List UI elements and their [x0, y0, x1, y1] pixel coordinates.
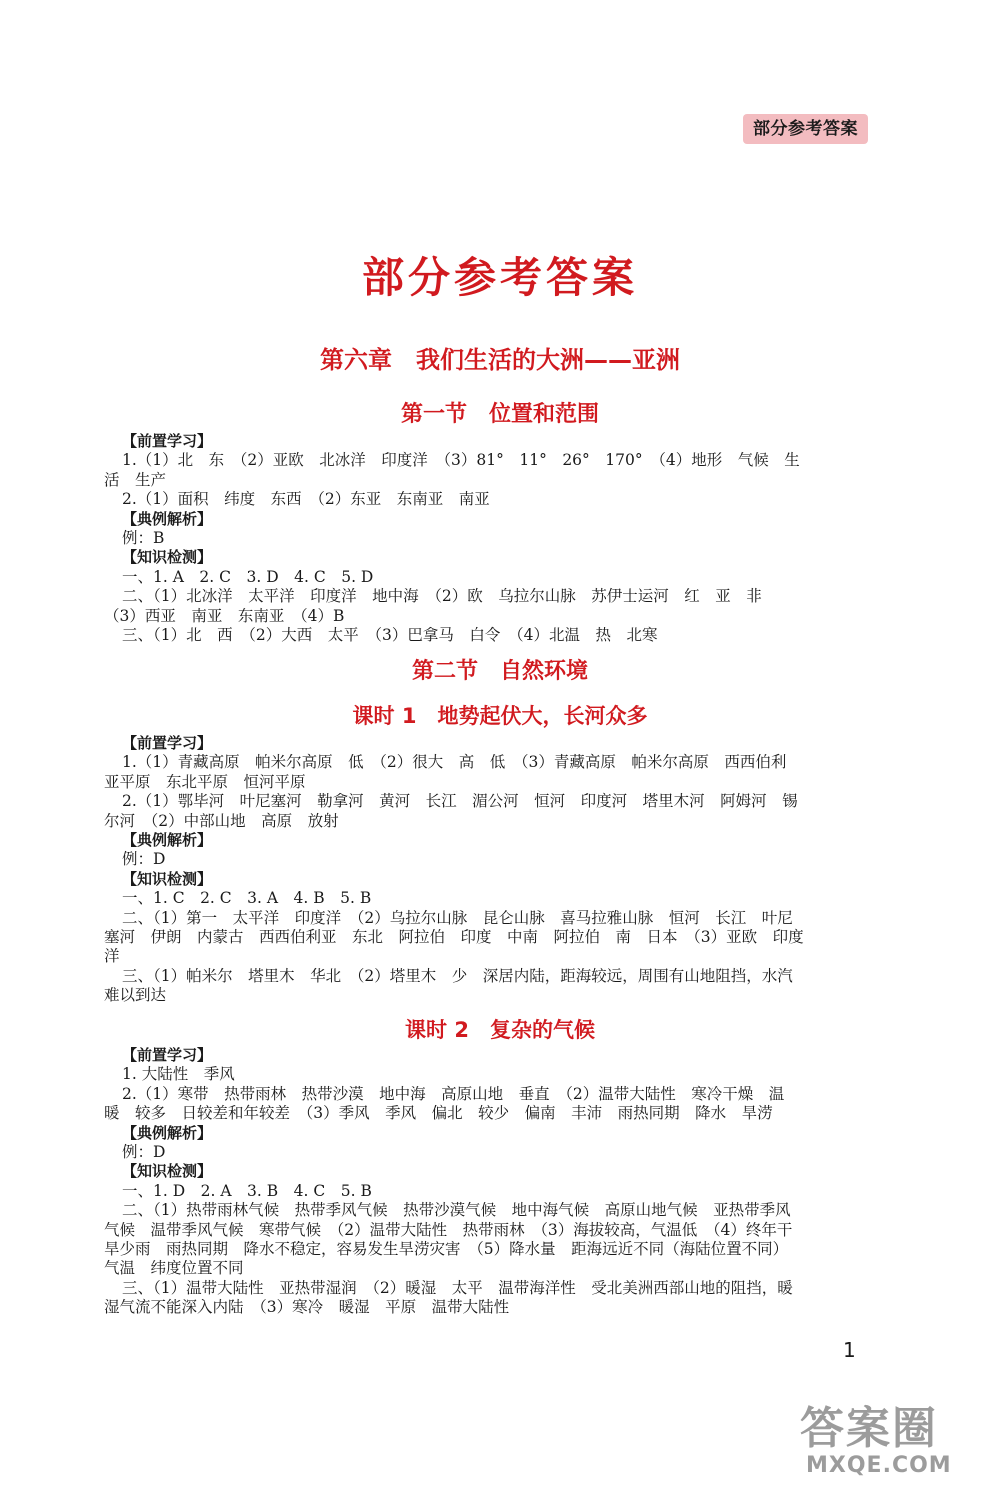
answer-line: 三、（1）温带大陆性 亚热带湿润 （2）暖湿 太平 温带海洋性 受北美洲西部山地的阻挡，暖 — [122, 1278, 793, 1297]
answer-line: 难以到达 — [104, 986, 167, 1005]
section-label: 【知识检测】 — [122, 548, 213, 567]
section-1-heading: 第一节 位置和范围 — [400, 402, 599, 427]
section-label: 【知识检测】 — [122, 869, 213, 888]
answer-line: 活 生产 — [104, 470, 167, 489]
page-title: 部分参考答案 — [361, 253, 638, 302]
answer-line: 二、（1）北冰洋 太平洋 印度洋 地中海 （2）欧 乌拉尔山脉 苏伊士运河 红 亚 非 — [122, 587, 762, 606]
lesson-2-heading: 课时 2 复杂的气候 — [405, 1018, 595, 1042]
answer-line: 二、（1）第一 太平洋 印度洋 （2）乌拉尔山脉 昆仑山脉 喜马拉雅山脉 恒河 长江 叶尼 — [122, 908, 793, 927]
answer-line: 一、1. A 2. C 3. D 4. C 5. D — [122, 567, 374, 586]
answer-line: 例：D — [122, 1143, 166, 1162]
watermark-text: 答案圈 — [800, 1403, 938, 1454]
answer-line: 2.（1）面积 纬度 东西 （2）东亚 东南亚 南亚 — [122, 490, 490, 509]
section-2-heading: 第二节 自然环境 — [411, 659, 588, 684]
section-label: 【典例解析】 — [122, 831, 213, 850]
answer-line: 1. 大陆性 季风 — [122, 1065, 235, 1084]
page-number: 1 — [843, 1338, 856, 1362]
section-1-body — [104, 432, 874, 645]
answer-line: 暖 较多 日较差和年较差 （3）季风 季风 偏北 较少 偏南 丰沛 雨热同期 降水 旱涝 — [104, 1104, 773, 1123]
answer-line: 二、（1）热带雨林气候 热带季风气候 热带沙漠气候 地中海气候 高原山地气候 亚热带季风 — [122, 1201, 791, 1220]
lesson-1-body — [104, 734, 874, 1006]
answer-line: 1.（1）青藏高原 帕米尔高原 低 （2）很大 高 低 （3）青藏高原 帕米尔高原 西西伯利 — [122, 753, 787, 772]
answer-line: 2.（1）寒带 热带雨林 热带沙漠 地中海 高原山地 垂直 （2）温带大陆性 寒冷干燥 温 — [122, 1084, 785, 1103]
answer-line: 一、1. C 2. C 3. A 4. B 5. B — [122, 889, 372, 908]
answer-line: 旱少雨 雨热同期 降水不稳定，容易发生旱涝灾害 （5）降水量 距海远近不同（海陆位置不同） — [104, 1240, 789, 1259]
chapter-heading: 第六章 我们生活的大洲——亚洲 — [320, 346, 680, 374]
lesson-2-body — [104, 1046, 874, 1318]
answer-line: 例：B — [122, 529, 165, 548]
section-label: 【前置学习】 — [122, 432, 213, 450]
answer-line: 气候 温带季风气候 寒带气候 （2）温带大陆性 热带雨林 （3）海拔较高，气温低 （4）终年干 — [104, 1220, 793, 1239]
answer-line: （3）西亚 南亚 东南亚 （4）B — [104, 606, 345, 625]
section-label: 【知识检测】 — [122, 1162, 213, 1181]
answer-line: 三、（1）帕米尔 塔里木 华北 （2）塔里木 少 深居内陆，距海较远，周围有山地阻挡，水汽 — [122, 966, 793, 985]
header-tab: 部分参考答案 — [743, 114, 868, 144]
watermark-logo — [800, 1405, 990, 1487]
answer-line: 三、（1）北 西 （2）大西 太平 （3）巴拿马 白令 （4）北温 热 北寒 — [122, 626, 658, 645]
answer-line: 亚平原 东北平原 恒河平原 — [104, 772, 306, 791]
lesson-1-heading: 课时 1 地势起伏大，长河众多 — [352, 704, 648, 728]
answer-line: 洋 — [104, 947, 120, 966]
answer-line: 1.（1）北 东 （2）亚欧 北冰洋 印度洋 （3）81° 11° 26° 170° （4）地形 气候 生 — [122, 451, 800, 470]
section-label: 【前置学习】 — [122, 734, 213, 752]
section-label: 【典例解析】 — [122, 1123, 213, 1142]
answer-line: 气温 纬度位置不同 — [104, 1259, 244, 1278]
section-label: 【前置学习】 — [122, 1046, 213, 1064]
answer-line: 例：D — [122, 850, 166, 869]
answer-line: 一、1. D 2. A 3. B 4. C 5. B — [122, 1181, 372, 1200]
answer-line: 塞河 伊朗 内蒙古 西西伯利亚 东北 阿拉伯 印度 中南 阿拉伯 南 日本 （3）亚欧 印度 — [104, 928, 804, 947]
section-label: 【典例解析】 — [122, 509, 213, 528]
answer-line: 2.（1）鄂毕河 叶尼塞河 勒拿河 黄河 长江 湄公河 恒河 印度河 塔里木河 阿姆河 锡 — [122, 792, 798, 811]
watermark-url: MXQE.COM — [806, 1453, 952, 1478]
answer-line: 湿气流不能深入内陆 （3）寒冷 暖湿 平原 温带大陆性 — [104, 1298, 510, 1317]
answer-line: 尔河 （2）中部山地 高原 放射 — [104, 811, 339, 830]
